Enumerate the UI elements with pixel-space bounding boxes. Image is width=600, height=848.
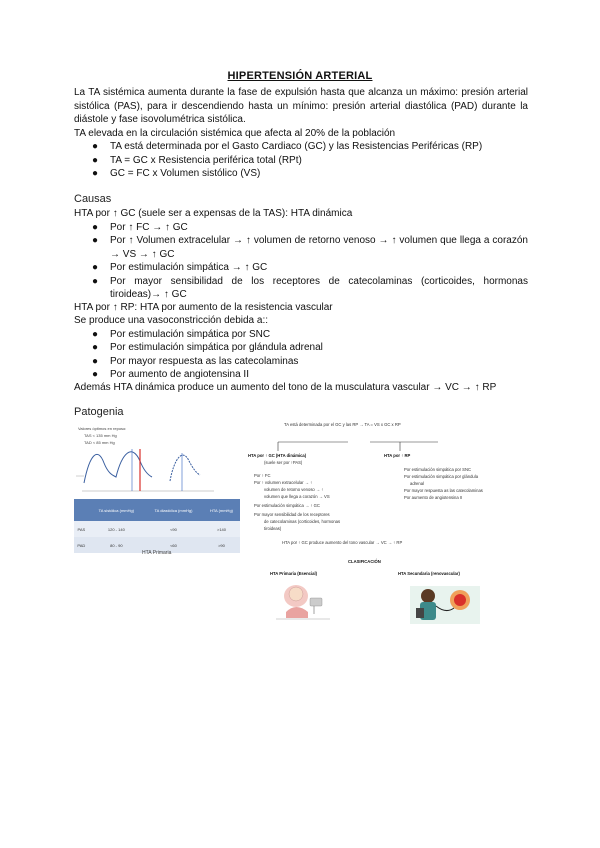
list-item: ● Por mayor sensibilidad de los receptores de catecolaminas (corticoides, hormonas tiroideas)→ ↑ GC: [92, 275, 528, 300]
diagram-left-item: tiroideas): [264, 526, 282, 531]
list-item: ● Por ↑ Volumen extracelular → ↑ volumen de retorno venoso → ↑ volumen que llega a corazón → VS → ↑ GC: [92, 235, 528, 260]
table-cell: <60: [144, 537, 203, 553]
bullet-icon: ●: [92, 262, 99, 273]
bullet-icon: ●: [92, 168, 99, 179]
classification-title: CLASIFICACIÓN: [348, 559, 381, 564]
list-item: ● Por aumento de angiotensina II: [92, 369, 249, 380]
diagram-right-item: Por estimulación simpática por SNC: [404, 467, 472, 472]
page-title: HIPERTENSIÓN ARTERIAL: [227, 70, 373, 82]
bullet-icon: ●: [92, 141, 99, 152]
list-item: ● Por estimulación simpática por SNC: [92, 328, 271, 340]
hta-diagram: [244, 420, 534, 630]
causas-heading: Causas: [74, 193, 112, 205]
diagram-left-item: Por ↑ FC: [254, 473, 271, 478]
diagram-right-item: adrenal: [410, 481, 424, 486]
ademas-line: Además HTA dinámica produce un aumento del tono de la musculatura vascular → VC → ↑ RP: [74, 382, 497, 393]
diagram-left-item: volumen que llega a corazón → VS: [264, 494, 330, 499]
diagram-right-heading: HTA por ↑ RP: [384, 453, 411, 458]
bullet-icon: ●: [92, 342, 99, 353]
diagram-left-item: de catecolaminas (corticoides, hormonas: [264, 519, 341, 524]
diagram-left-item: volumen de retorno venoso → ↑: [264, 487, 324, 492]
table-header: TA sistólica (mmHg): [89, 499, 144, 521]
table-cell: PAS: [74, 521, 89, 537]
figure-note: TAS < 135 mm Hg: [84, 433, 117, 438]
list-item: ● GC = FC x Volumen sistólico (VS): [92, 168, 261, 179]
diagram-top-formula: TA está determinada por el GC y las RP → TA = VS x GC x RP: [284, 422, 401, 427]
patogenia-heading: Patogenia: [74, 406, 124, 418]
table-cell: 80 - 90: [89, 537, 144, 553]
bullet-icon: ●: [92, 154, 99, 166]
diagram-bottom-line: HTA por ↑ GC produce aumento del tono vascular → VC → ↑ RP: [282, 540, 403, 545]
bullet-icon: ●: [92, 235, 99, 246]
table-row: [74, 521, 240, 537]
intro-paragraph: La TA sistémica aumenta durante la fase de expulsión hasta que alcanza un máximo: presión arterial sistólica (PAS), para ir descendiendo hasta un mínimo: presión arterial diastólica (PAD) durante la diástole y fase isovolumétrica sistólica.: [74, 87, 528, 125]
diagram-right-item: Por mayor respuesta as las catecolaminas: [404, 488, 483, 493]
figure-note: Valores óptimos en reposo:: [78, 426, 127, 431]
table-cell: >90: [203, 537, 240, 553]
diagram-left-sub: (suele ser por ↑PAS): [264, 460, 303, 465]
intro-line-2: TA elevada en la circulación sistémica que afecta al 20% de la población: [74, 128, 396, 139]
table-header: [74, 499, 89, 521]
figure-note: TAD < 85 mm Hg: [84, 440, 115, 445]
table-cell: <90: [144, 521, 203, 537]
gc-line: HTA por ↑ GC (suele ser a expensas de la TAS): HTA dinámica: [74, 208, 353, 219]
bullet-icon: ●: [92, 221, 99, 233]
vaso-line: Se produce una vasoconstricción debida a::: [74, 315, 269, 326]
list-item: ● Por ↑ FC → ↑ GC: [92, 221, 188, 233]
table-cell: PAD: [74, 537, 89, 553]
table-cell: 120 - 140: [89, 521, 144, 537]
table-cell: >140: [203, 521, 240, 537]
diagram-right-item: Por aumento de angiotensina II: [404, 495, 463, 500]
table-header: TA diastólica (mmHg): [144, 499, 203, 521]
diagram-left-item: Por ↑ volumen extracelular → ↑: [254, 480, 313, 485]
bullet-icon: ●: [92, 275, 99, 287]
doctor-patient-illustration: [410, 580, 480, 624]
elderly-patient-illustration: [274, 580, 334, 620]
blood-pressure-figure: [74, 423, 240, 561]
list-item: ● Por mayor respuesta as las catecolaminas: [92, 355, 299, 367]
list-item: ● Por estimulación simpática → ↑ GC: [92, 262, 268, 273]
rp-line: HTA por ↑ RP: HTA por aumento de la resistencia vascular: [74, 302, 333, 313]
diagram-left-heading: HTA por ↑ GC (HTA dinámica): [248, 453, 307, 458]
list-item: ● TA = GC x Resistencia periférica total (RPt): [92, 154, 302, 166]
diagram-left-item: Por estimulación simpática → ↑ GC: [254, 503, 320, 508]
bullet-icon: ●: [92, 369, 99, 380]
table-header: HTA (mmHg): [203, 499, 240, 521]
diagram-left-item: Por mayor sensibilidad de los receptores: [254, 512, 330, 517]
pressure-waveform-chart: [74, 423, 240, 495]
figure-caption: HTA Primaria: [142, 550, 172, 556]
bp-table: [74, 499, 240, 553]
bullet-icon: ●: [92, 328, 99, 340]
secundaria-label: HTA Secundaria (renovascular): [398, 571, 460, 576]
diagram-right-item: Por estimulación simpática por glándula: [404, 474, 479, 479]
bullet-icon: ●: [92, 355, 99, 367]
list-item: ● TA está determinada por el Gasto Cardiaco (GC) y las Resistencias Periféricas (RP): [92, 141, 483, 152]
list-item: ● Por estimulación simpática por glándula adrenal: [92, 342, 323, 353]
primaria-label: HTA Primaria (Esencial): [270, 571, 318, 576]
